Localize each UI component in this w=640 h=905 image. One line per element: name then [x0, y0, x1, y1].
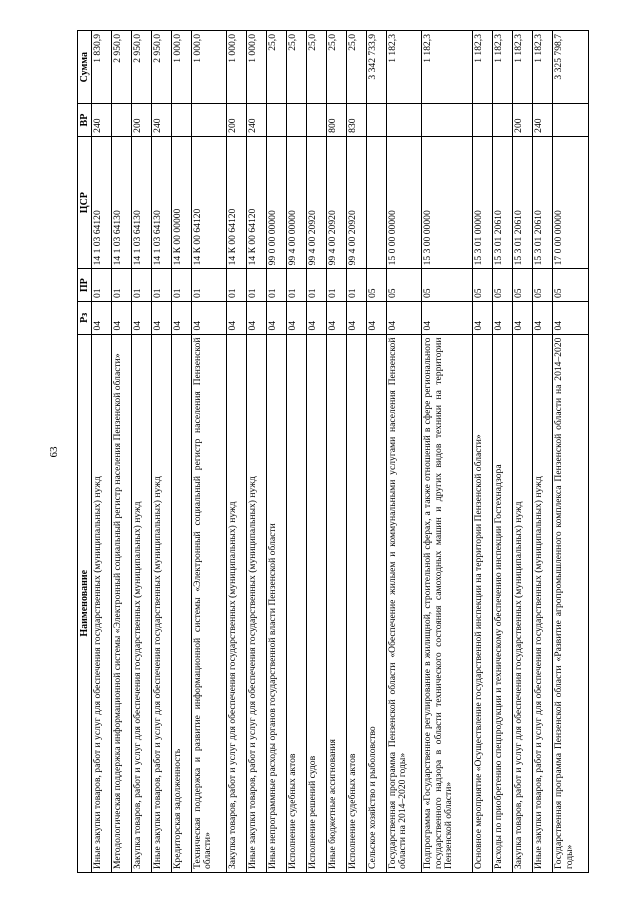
cell-sum: 1 182,3	[386, 31, 422, 104]
cell-sum: 1 182,3	[473, 31, 493, 104]
cell-name: Расходы по приобретению спецпродукции и техническому обеспечению инспекции Гостехнадзора	[493, 334, 513, 872]
cell-vr	[267, 104, 287, 137]
cell-rz: 04	[92, 301, 112, 334]
cell-pr: 05	[366, 269, 386, 302]
cell-name: Кредиторская задолженность	[171, 334, 191, 872]
cell-sum: 1 000,0	[191, 31, 227, 104]
table-row	[386, 31, 422, 873]
cell-pr: 05	[422, 269, 473, 302]
header-rz: Рз	[78, 301, 92, 334]
cell-name: Исполнение судебных актов	[287, 334, 307, 872]
cell-name: Государственная программа Пензенской области «Развитие агропромышленного комплекса Пензенской области на 2014–2020 годы»	[553, 334, 589, 872]
cell-name: Иные бюджетные ассигнования	[327, 334, 347, 872]
cell-sum: 25,0	[267, 31, 287, 104]
cell-vr	[111, 104, 131, 137]
cell-sum: 1 000,0	[247, 31, 267, 104]
table-row	[227, 31, 247, 873]
cell-sum: 3 342 733,9	[366, 31, 386, 104]
table-row	[191, 31, 227, 873]
cell-vr	[307, 104, 327, 137]
cell-vr	[366, 104, 386, 137]
cell-name: Иные закупки товаров, работ и услуг для обеспечения государственных (муниципальных) нужд	[247, 334, 267, 872]
cell-csr: 14 1 03 64130	[131, 136, 151, 269]
cell-csr: 14 1 03 64120	[92, 136, 112, 269]
cell-pr: 01	[171, 269, 191, 302]
cell-sum: 25,0	[287, 31, 307, 104]
cell-rz: 04	[513, 301, 533, 334]
cell-vr	[553, 104, 589, 137]
cell-pr: 01	[151, 269, 171, 302]
cell-rz: 04	[307, 301, 327, 334]
cell-name: Подпрограмма «Государственное регулирование в жилищной, строительной сферах, а также отношений в сфере регионального государственного надзора в области технического состояния самоходных машин и других видов техники на территории Пензенской области»	[422, 334, 473, 872]
cell-csr: 99 4 00 20920	[307, 136, 327, 269]
cell-name: Основное мероприятие «Осуществление государственной инспекции на территории Пензенской области»	[473, 334, 493, 872]
table-row	[553, 31, 589, 873]
table-row	[111, 31, 131, 873]
cell-name: Иные непрограммные расходы органов государственной власти Пензенской области	[267, 334, 287, 872]
cell-rz: 04	[553, 301, 589, 334]
cell-csr: 14 1 03 64130	[111, 136, 131, 269]
cell-vr	[473, 104, 493, 137]
cell-vr: 200	[227, 104, 247, 137]
table-row	[92, 31, 112, 873]
header-pr: ПР	[78, 269, 92, 302]
cell-name: Закупка товаров, работ и услуг для обеспечения государственных (муниципальных) нужд	[513, 334, 533, 872]
table-row	[307, 31, 327, 873]
cell-csr: 99 4 00 20920	[346, 136, 366, 269]
cell-rz: 04	[267, 301, 287, 334]
table-row	[493, 31, 513, 873]
cell-csr: 15 3 01 20610	[533, 136, 553, 269]
header-csr: ЦСР	[78, 136, 92, 269]
cell-rz: 04	[327, 301, 347, 334]
cell-csr: 15 3 01 00000	[473, 136, 493, 269]
cell-sum: 1 182,3	[493, 31, 513, 104]
cell-vr: 200	[513, 104, 533, 137]
cell-sum: 2 950,0	[151, 31, 171, 104]
cell-pr: 01	[287, 269, 307, 302]
cell-pr: 05	[513, 269, 533, 302]
table-row	[171, 31, 191, 873]
cell-pr: 01	[267, 269, 287, 302]
cell-vr	[493, 104, 513, 137]
budget-table	[77, 30, 589, 873]
cell-vr	[386, 104, 422, 137]
table-row	[346, 31, 366, 873]
rotated-page-content	[77, 30, 589, 873]
cell-sum: 1 182,3	[533, 31, 553, 104]
table-row	[287, 31, 307, 873]
cell-pr: 05	[553, 269, 589, 302]
cell-rz: 04	[227, 301, 247, 334]
cell-vr	[191, 104, 227, 137]
cell-csr: 15 3 01 20610	[513, 136, 533, 269]
cell-rz: 04	[386, 301, 422, 334]
cell-rz: 04	[287, 301, 307, 334]
table-body	[92, 31, 589, 873]
cell-name: Исполнение судебных актов	[346, 334, 366, 872]
cell-vr: 240	[533, 104, 553, 137]
cell-sum: 2 950,0	[131, 31, 151, 104]
cell-pr: 05	[533, 269, 553, 302]
page-number: 63	[48, 446, 60, 458]
header-sum: Сумма	[78, 31, 92, 104]
cell-pr: 01	[131, 269, 151, 302]
table-header-row	[78, 31, 92, 873]
cell-csr	[366, 136, 386, 269]
cell-pr: 01	[191, 269, 227, 302]
cell-rz: 04	[131, 301, 151, 334]
cell-rz: 04	[346, 301, 366, 334]
cell-rz: 04	[533, 301, 553, 334]
cell-vr	[422, 104, 473, 137]
cell-sum: 1 000,0	[171, 31, 191, 104]
cell-rz: 04	[191, 301, 227, 334]
table-row	[366, 31, 386, 873]
table-row	[247, 31, 267, 873]
cell-sum: 25,0	[307, 31, 327, 104]
cell-vr: 240	[151, 104, 171, 137]
cell-csr: 99 4 00 00000	[287, 136, 307, 269]
cell-pr: 05	[473, 269, 493, 302]
cell-rz: 04	[422, 301, 473, 334]
cell-pr: 01	[111, 269, 131, 302]
cell-name: Государственная программа Пензенской области «Обеспечение жилыем и коммунальными услугами населения Пензенской области на 2014–2020 годы»	[386, 334, 422, 872]
table-row	[513, 31, 533, 873]
cell-pr: 01	[307, 269, 327, 302]
cell-pr: 01	[227, 269, 247, 302]
cell-sum: 1 000,0	[227, 31, 247, 104]
cell-name: Иные закупки товаров, работ и услуг для обеспечения государственных (муниципальных) нужд	[533, 334, 553, 872]
cell-rz: 04	[366, 301, 386, 334]
cell-sum: 1 182,3	[422, 31, 473, 104]
cell-pr: 05	[386, 269, 422, 302]
cell-sum: 25,0	[327, 31, 347, 104]
cell-vr	[171, 104, 191, 137]
cell-vr: 240	[92, 104, 112, 137]
cell-rz: 04	[151, 301, 171, 334]
cell-csr: 99 0 00 00000	[267, 136, 287, 269]
cell-vr	[287, 104, 307, 137]
cell-name: Иные закупки товаров, работ и услуг для обеспечения государственных (муниципальных) нужд	[92, 334, 112, 872]
table-row	[422, 31, 473, 873]
cell-csr: 15 3 00 00000	[422, 136, 473, 269]
cell-name: Методологическая поддержка информационной системы «Электронный социальный регистр населения Пензенской области»	[111, 334, 131, 872]
cell-name: Сельское хозяйство и рыболовство	[366, 334, 386, 872]
cell-rz: 04	[473, 301, 493, 334]
cell-pr: 01	[346, 269, 366, 302]
cell-sum: 3 325 798,7	[553, 31, 589, 104]
cell-csr: 14 К 00 64120	[191, 136, 227, 269]
cell-name: Закупка товаров, работ и услуг для обеспечения государственных (муниципальных) нужд	[131, 334, 151, 872]
cell-name: Техническая поддержка и развитие информационной системы «Электронный социальный регистр населения Пензенской области»	[191, 334, 227, 872]
table-row	[533, 31, 553, 873]
cell-name: Закупка товаров, работ и услуг для обеспечения государственных (муниципальных) нужд	[227, 334, 247, 872]
cell-rz: 04	[171, 301, 191, 334]
cell-vr: 830	[346, 104, 366, 137]
cell-pr: 01	[327, 269, 347, 302]
cell-rz: 04	[493, 301, 513, 334]
cell-csr: 14 К 00 64120	[247, 136, 267, 269]
table-row	[327, 31, 347, 873]
cell-rz: 04	[247, 301, 267, 334]
cell-name: Иные закупки товаров, работ и услуг для обеспечения государственных (муниципальных) нужд	[151, 334, 171, 872]
cell-csr: 14 К 00 64120	[227, 136, 247, 269]
cell-csr: 99 4 00 20920	[327, 136, 347, 269]
cell-sum: 1 830,9	[92, 31, 112, 104]
cell-vr: 240	[247, 104, 267, 137]
cell-csr: 14 1 03 64130	[151, 136, 171, 269]
table-row	[473, 31, 493, 873]
cell-vr: 200	[131, 104, 151, 137]
cell-vr: 800	[327, 104, 347, 137]
cell-pr: 01	[247, 269, 267, 302]
header-name: Наименование	[78, 334, 92, 872]
cell-sum: 2 950,0	[111, 31, 131, 104]
cell-sum: 1 182,3	[513, 31, 533, 104]
cell-sum: 25,0	[346, 31, 366, 104]
table-row	[151, 31, 171, 873]
cell-rz: 04	[111, 301, 131, 334]
cell-csr: 15 3 01 20610	[493, 136, 513, 269]
cell-name: Исполнение решений судов	[307, 334, 327, 872]
cell-pr: 05	[493, 269, 513, 302]
cell-pr: 01	[92, 269, 112, 302]
table-row	[267, 31, 287, 873]
cell-csr: 14 К 00 00000	[171, 136, 191, 269]
table-row	[131, 31, 151, 873]
cell-csr: 17 0 00 00000	[553, 136, 589, 269]
cell-csr: 15 0 00 00000	[386, 136, 422, 269]
header-vr: ВР	[78, 104, 92, 137]
